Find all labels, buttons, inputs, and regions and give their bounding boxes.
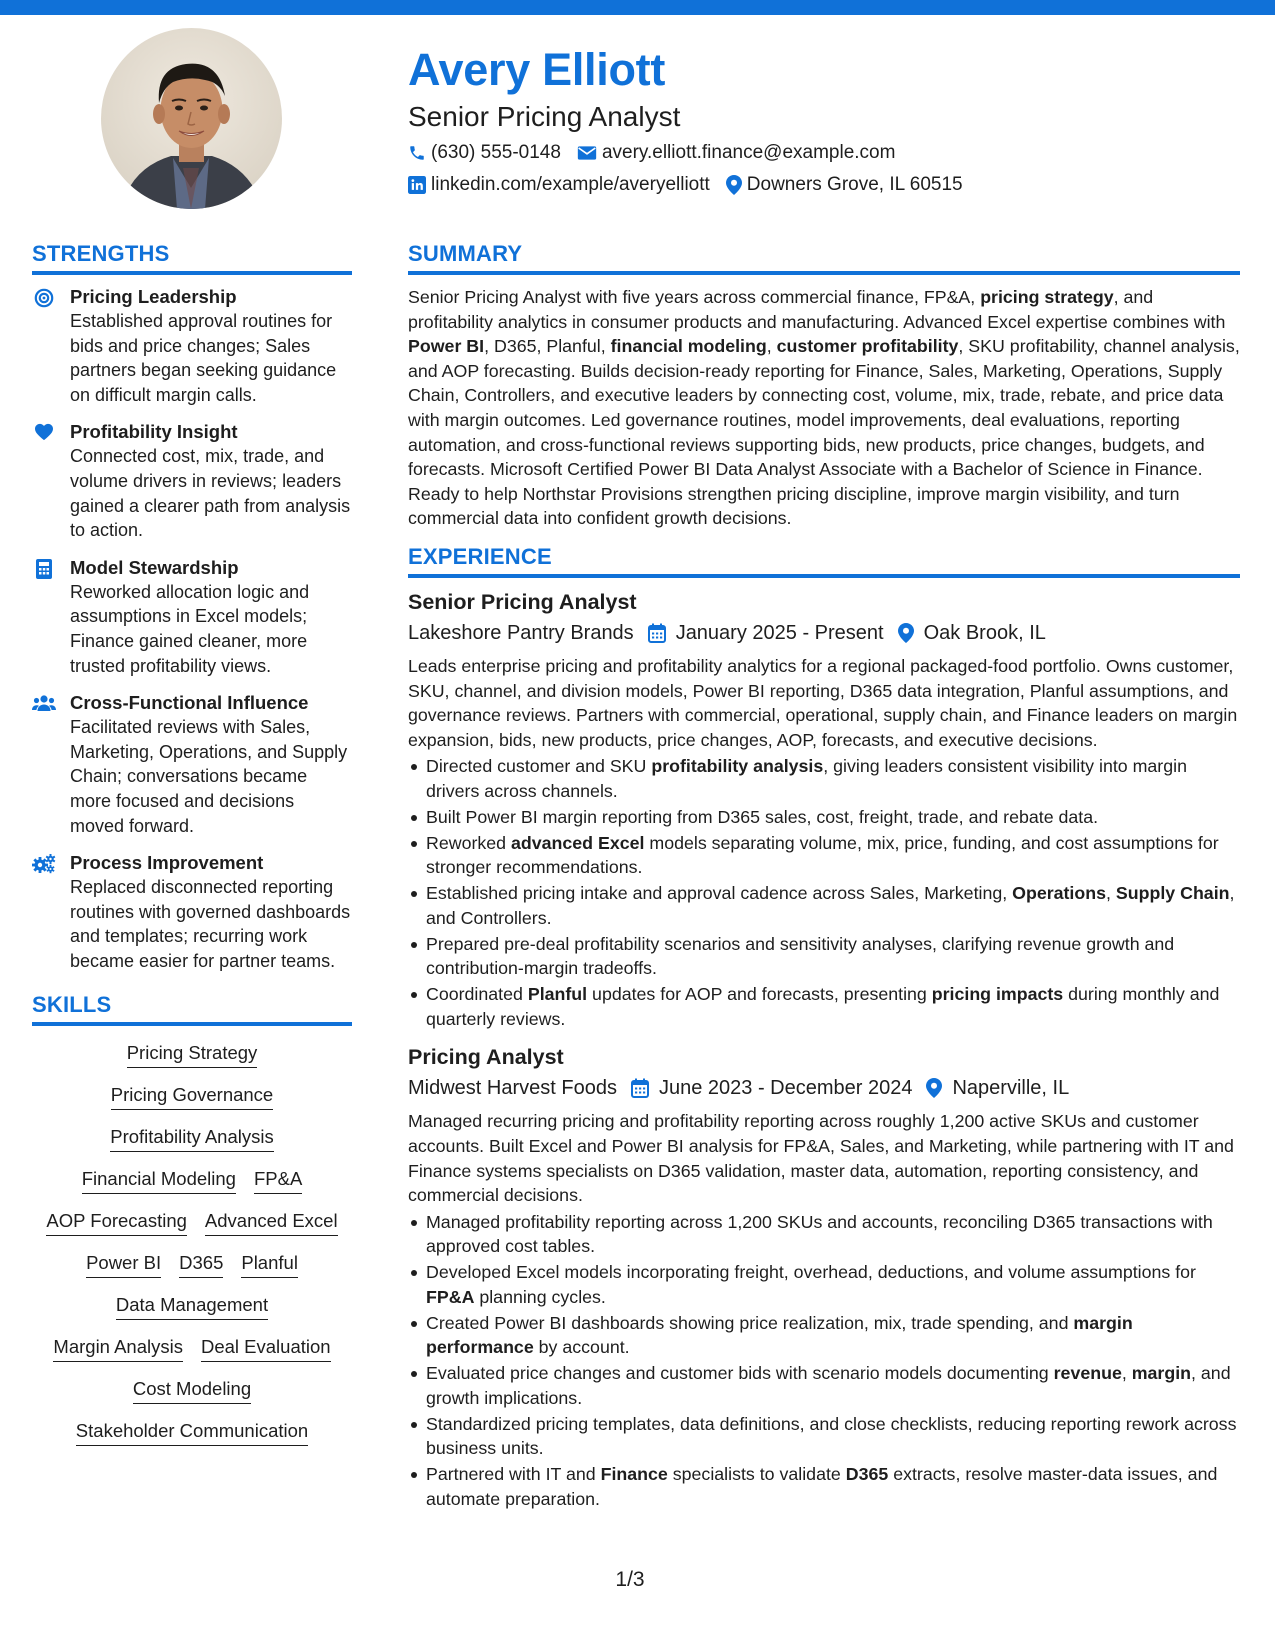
text-run: , — [766, 336, 777, 357]
job-company: Lakeshore Pantry Brands — [408, 621, 634, 644]
phone-icon — [408, 144, 426, 162]
job-bullet — [426, 805, 1240, 830]
skill-row — [32, 1040, 352, 1068]
skill-row — [32, 1376, 352, 1404]
strength-item — [32, 851, 352, 973]
strength-body — [70, 851, 352, 973]
text-run: Evaluated price changes and customer bids with scenario models documenting — [426, 1363, 1054, 1384]
email-text[interactable]: avery.elliott.finance@example.com — [601, 142, 896, 163]
job-bullets — [408, 754, 1240, 1031]
text-run: Directed customer and SKU — [426, 756, 652, 777]
summary-heading: SUMMARY — [408, 240, 1240, 275]
text-run: by account. — [533, 1337, 630, 1358]
job-description: Leads enterprise pricing and profitability analytics for a regional packaged-food portfolio. Owns customer, SKU, channel, and division models, Power BI reporting, D365 data integration, Planful assumptions, and governance reviews. Partners with commercial, operational, supply chain, and Finance leaders on margin expansion, bids, new products, price changes, AOP, forecasts, and executive decisions. — [408, 655, 1238, 750]
keyword: Supply Chain — [1115, 883, 1230, 904]
job-company: Midwest Harvest Foods — [408, 1077, 617, 1100]
strength-body — [70, 691, 352, 838]
skill-row — [32, 1418, 352, 1446]
phone-text: (630) 555-0148 — [431, 142, 561, 163]
text-run: models separating volume, mix, price, funding, and cost assumptions for stronger recommendations. — [426, 832, 1219, 878]
text-run: Coordinated — [426, 984, 528, 1005]
heart-icon — [32, 420, 56, 542]
text-run: , and profitability analytics in consumer products and manufacturing. Advanced Excel expertise combines with — [408, 287, 1226, 332]
job-bullet — [426, 1210, 1240, 1259]
text-run: , — [1121, 1363, 1132, 1384]
text-run: , and Controllers. — [426, 883, 1235, 928]
job-bullet — [426, 932, 1240, 981]
strength-title: Profitability Insight — [70, 421, 238, 443]
strength-text: Connected cost, mix, trade, and volume drivers in reviews; leaders gained a clearer path from analysis to action. — [70, 446, 351, 541]
skill-tag: D365 — [179, 1250, 223, 1278]
location-contact — [726, 172, 963, 198]
strength-text: Reworked allocation logic and assumptions in Excel models; Finance gained cleaner, more trusted profitability views. — [70, 581, 310, 676]
keyword: D365 — [845, 1464, 889, 1485]
text-run: Developed Excel models incorporating freight, overhead, deductions, and volume assumptions for — [426, 1262, 1196, 1283]
skills-list — [32, 1040, 352, 1446]
location-text: Downers Grove, IL 60515 — [746, 174, 963, 195]
skill-tag: Profitability Analysis — [110, 1124, 273, 1152]
phone-contact — [408, 140, 561, 166]
profile-photo — [101, 28, 282, 209]
keyword: financial modeling — [610, 336, 767, 357]
skill-tag: Data Management — [116, 1292, 268, 1320]
text-run: extracts, resolve master-data issues, and automate preparation. — [426, 1464, 1218, 1509]
skill-tag: Financial Modeling — [82, 1166, 236, 1194]
linkedin-text[interactable]: linkedin.com/example/averyelliott — [431, 174, 710, 195]
skills-heading: SKILLS — [32, 991, 352, 1026]
skill-tag: Pricing Strategy — [127, 1040, 258, 1068]
strength-body — [70, 420, 352, 542]
job-meta — [408, 1073, 1240, 1103]
job-bullet — [426, 1462, 1240, 1511]
strength-title: Model Stewardship — [70, 556, 239, 578]
envelope-icon — [577, 145, 597, 161]
strength-item — [32, 285, 352, 407]
calculator-icon — [32, 556, 56, 678]
skill-tag: Stakeholder Communication — [76, 1418, 308, 1446]
keyword: Operations — [1012, 883, 1106, 904]
text-run: Prepared pre-deal profitability scenarios and sensitivity analyses, clarifying revenue growth and contribution-margin tradeoffs. — [426, 933, 1175, 979]
skill-row — [32, 1082, 352, 1110]
job-dates — [648, 618, 884, 648]
text-run: Established pricing intake and approval cadence across Sales, Marketing, — [426, 883, 1013, 904]
job-bullet — [426, 754, 1240, 803]
job-meta — [408, 618, 1240, 648]
candidate-name: Avery Elliott — [408, 44, 666, 95]
strength-text: Established approval routines for bids and price changes; Sales partners began seeking guidance on difficult margin calls. — [70, 311, 337, 405]
text-run: specialists to validate — [667, 1464, 846, 1485]
right-column — [408, 240, 1240, 1523]
skill-tag: Power BI — [86, 1250, 161, 1278]
keyword: Finance — [600, 1464, 668, 1485]
keyword: pricing impacts — [931, 984, 1064, 1005]
job-bullet — [426, 881, 1240, 930]
text-run: , D365, Planful, — [484, 336, 611, 357]
text-run: , — [1106, 883, 1116, 904]
keyword: revenue — [1053, 1363, 1122, 1384]
strengths-heading: STRENGTHS — [32, 240, 352, 275]
job-bullet — [426, 1260, 1240, 1309]
strength-title: Cross-Functional Influence — [70, 692, 309, 714]
left-column — [32, 240, 352, 1460]
keyword: profitability analysis — [651, 756, 824, 777]
map-pin-icon — [726, 175, 742, 195]
contact-row-2 — [408, 172, 1238, 198]
job-location — [898, 618, 1046, 648]
skill-tag: Planful — [241, 1250, 298, 1278]
map-pin-icon — [898, 623, 914, 643]
job-entry — [408, 1043, 1240, 1511]
keyword: Planful — [527, 984, 588, 1005]
strength-item — [32, 420, 352, 542]
experience-list — [408, 588, 1240, 1511]
job-dates — [631, 1073, 913, 1103]
job-role: Pricing Analyst — [408, 1045, 564, 1070]
text-run: updates for AOP and forecasts, presenting — [587, 984, 932, 1005]
text-run: , and growth implications. — [426, 1363, 1231, 1408]
skill-row — [32, 1208, 352, 1236]
job-role: Senior Pricing Analyst — [408, 589, 637, 614]
job-bullet — [426, 1412, 1240, 1461]
strength-text: Replaced disconnected reporting routines with governed dashboards and templates; recurring work became easier for partner teams. — [70, 877, 351, 971]
page-number: 1/3 — [615, 1568, 645, 1591]
job-dates-text: June 2023 - December 2024 — [658, 1077, 913, 1100]
strength-body — [70, 285, 352, 407]
experience-heading: EXPERIENCE — [408, 543, 1240, 578]
calendar-icon — [631, 1078, 649, 1098]
skill-row — [32, 1334, 352, 1362]
job-bullets — [408, 1210, 1240, 1512]
text-run: Reworked — [426, 832, 511, 853]
keyword: customer profitability — [776, 336, 959, 357]
contact-row-1 — [408, 140, 1238, 166]
strength-item — [32, 691, 352, 838]
keyword: Power BI — [408, 336, 485, 357]
text-run: Standardized pricing templates, data definitions, and close checklists, reducing reporting rework across business units. — [426, 1413, 1237, 1459]
calendar-icon — [648, 623, 666, 643]
job-description: Managed recurring pricing and profitability reporting across roughly 1,200 active SKUs and customer accounts. Built Excel and Power BI analysis for FP&A, Sales, and Marketing, while partnering with IT and Finance systems specialists on D365 validation, master data, automation, reporting consistency, and commercial decisions. — [408, 1111, 1234, 1206]
users-icon — [32, 691, 56, 838]
skill-tag: AOP Forecasting — [46, 1208, 187, 1236]
keyword: advanced Excel — [511, 832, 645, 853]
linkedin-contact[interactable] — [408, 172, 710, 198]
candidate-title: Senior Pricing Analyst — [408, 101, 681, 132]
top-accent-bar — [0, 0, 1275, 15]
job-bullet — [426, 1361, 1240, 1410]
strength-item — [32, 556, 352, 678]
text-run: Created Power BI dashboards showing price realization, mix, trade spending, and — [426, 1312, 1074, 1333]
strength-body — [70, 556, 352, 678]
keyword: FP&A — [426, 1286, 475, 1307]
gears-icon — [32, 851, 56, 973]
skill-tag: Deal Evaluation — [201, 1334, 331, 1362]
skill-tag: Cost Modeling — [133, 1376, 251, 1404]
keyword: pricing strategy — [980, 287, 1114, 307]
keyword: margin performance — [426, 1312, 1133, 1358]
skill-tag: Pricing Governance — [111, 1082, 273, 1110]
skill-row — [32, 1250, 352, 1278]
email-contact[interactable] — [577, 140, 896, 166]
text-run: during monthly and quarterly reviews. — [426, 984, 1220, 1029]
strengths-list — [32, 285, 352, 973]
keyword: margin — [1131, 1363, 1192, 1384]
strength-title: Process Improvement — [70, 852, 264, 874]
target-icon — [32, 285, 56, 407]
strength-title: Pricing Leadership — [70, 286, 237, 307]
job-dates-text: January 2025 - Present — [675, 621, 884, 644]
summary-text — [408, 285, 1240, 531]
skill-row — [32, 1124, 352, 1152]
text-run: Built Power BI margin reporting from D365 sales, cost, freight, trade, and rebate data. — [426, 806, 1099, 827]
linkedin-icon — [408, 176, 426, 194]
job-bullet — [426, 982, 1240, 1031]
skill-tag: Advanced Excel — [205, 1208, 338, 1236]
job-location-text: Naperville, IL — [952, 1077, 1070, 1100]
text-run: Partnered with IT and — [426, 1464, 601, 1485]
skill-tag: FP&A — [254, 1166, 302, 1194]
skill-tag: Margin Analysis — [53, 1334, 183, 1362]
job-location — [926, 1073, 1069, 1103]
text-run: Senior Pricing Analyst with five years across commercial finance, FP&A, — [408, 287, 981, 307]
job-entry — [408, 588, 1240, 1031]
job-location-text: Oak Brook, IL — [923, 621, 1046, 644]
strength-text: Facilitated reviews with Sales, Marketing, Operations, and Supply Chain; conversations became more focused and decisions moved forward. — [70, 717, 348, 836]
job-bullet — [426, 831, 1240, 880]
text-run: Managed profitability reporting across 1,200 SKUs and accounts, reconciling D365 transactions with approved cost tables. — [426, 1211, 1213, 1257]
map-pin-icon — [926, 1078, 942, 1098]
text-run: , SKU profitability, channel analysis, and AOP forecasting. Builds decision-ready reporting for Finance, Sales, Marketing, Operations, Supply Chain, Controllers, and executive leaders by connecting cost, volume, mix, trade, rebate, and price data with margin outcomes. Led governance routines, model improvements, deal evaluations, reporting automation, and cross-functional reviews supporting bids, new products, price changes, budgets, and forecasts. Microsoft Certified Power BI Data Analyst Associate with a Bachelor of Science in Finance. Ready to help Northstar Provisions strengthen pricing discipline, improve margin visibility, and turn commercial data into confident growth decisions. — [408, 336, 1240, 529]
resume-header — [408, 42, 1238, 198]
job-bullet — [426, 1311, 1240, 1360]
text-run: planning cycles. — [474, 1286, 606, 1307]
text-run: , giving leaders consistent visibility into margin drivers across channels. — [426, 756, 1187, 801]
skill-row — [32, 1292, 352, 1320]
skill-row — [32, 1166, 352, 1194]
